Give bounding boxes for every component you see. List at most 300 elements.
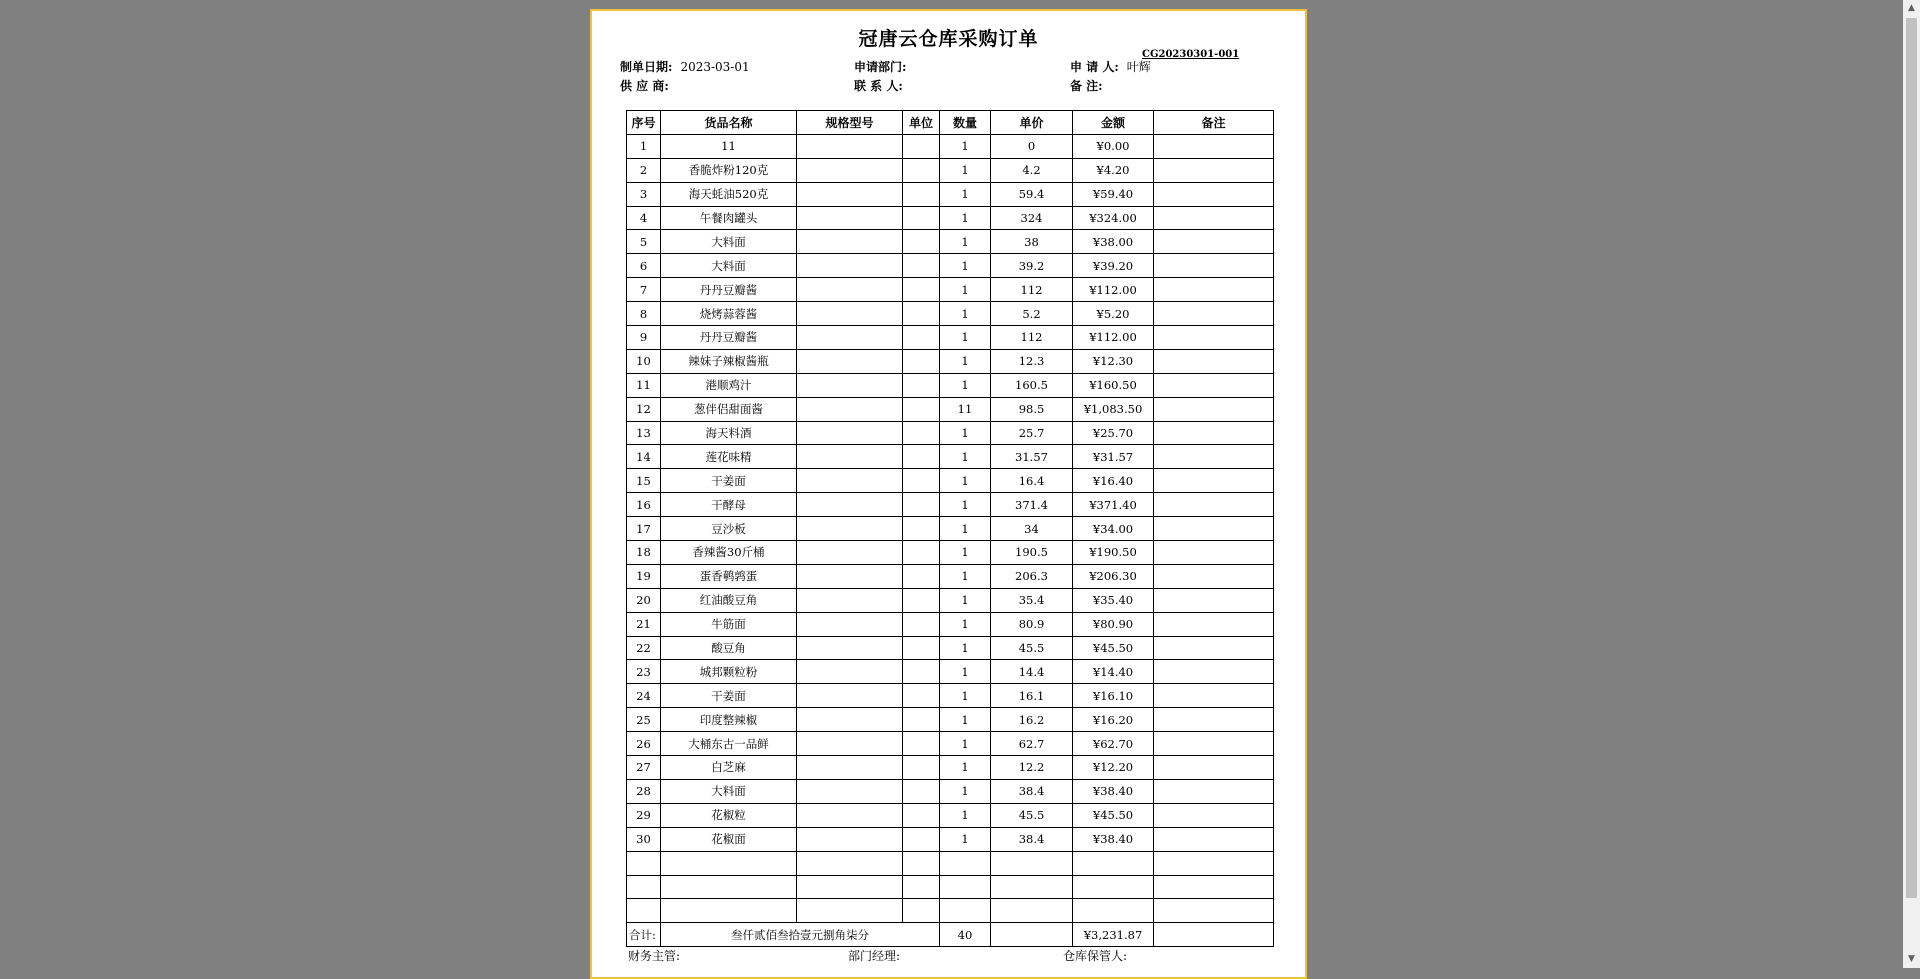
cell-name: 干酵母 (661, 493, 797, 517)
cell-name: 白芝麻 (661, 756, 797, 780)
column-header-qty: 数量 (940, 111, 991, 135)
cell-note (1154, 756, 1274, 780)
cell-amount: ¥160.50 (1073, 373, 1154, 397)
cell-name: 烧烤蒜蓉酱 (661, 302, 797, 326)
cell-unit (903, 803, 940, 827)
cell-note (1154, 708, 1274, 732)
cell-qty: 1 (940, 564, 991, 588)
cell-unit (903, 588, 940, 612)
cell-name: 大桶东古一品鲜 (661, 732, 797, 756)
blank-cell (991, 899, 1073, 923)
cell-qty: 1 (940, 588, 991, 612)
cell-note (1154, 373, 1274, 397)
cell-note (1154, 612, 1274, 636)
cell-unit (903, 636, 940, 660)
scrollbar-thumb[interactable] (1906, 18, 1917, 898)
cell-spec (797, 517, 903, 541)
cell-spec (797, 254, 903, 278)
cell-unit (903, 732, 940, 756)
blank-cell (627, 875, 661, 899)
cell-amount: ¥14.40 (1073, 660, 1154, 684)
cell-note (1154, 158, 1274, 182)
cell-price: 324 (991, 206, 1073, 230)
table-row (627, 636, 1274, 660)
cell-no: 23 (627, 660, 661, 684)
column-header-price: 单价 (991, 111, 1073, 135)
cell-spec (797, 326, 903, 350)
cell-price: 371.4 (991, 493, 1073, 517)
cell-qty: 1 (940, 756, 991, 780)
table-row (627, 684, 1274, 708)
cell-spec (797, 278, 903, 302)
cell-price: 12.2 (991, 756, 1073, 780)
supplier-label: 供 应 商: (620, 79, 669, 93)
cell-note (1154, 636, 1274, 660)
cell-no: 4 (627, 206, 661, 230)
cell-no: 18 (627, 541, 661, 565)
cell-no: 15 (627, 469, 661, 493)
cell-qty: 1 (940, 158, 991, 182)
table-row (627, 158, 1274, 182)
blank-row (627, 851, 1274, 875)
cell-spec (797, 230, 903, 254)
cell-no: 9 (627, 326, 661, 350)
cell-unit (903, 517, 940, 541)
cell-spec (797, 684, 903, 708)
blank-cell (661, 851, 797, 875)
cell-no: 5 (627, 230, 661, 254)
document-title: 冠唐云仓库采购订单 (858, 28, 1039, 50)
total-amount-in-words: 叁仟贰佰叁拾壹元捌角柒分 (661, 923, 940, 947)
cell-note (1154, 827, 1274, 851)
blank-cell (991, 875, 1073, 899)
cell-note (1154, 803, 1274, 827)
cell-note (1154, 541, 1274, 565)
cell-no: 1 (627, 134, 661, 158)
cell-no: 6 (627, 254, 661, 278)
department-label: 申请部门: (854, 60, 907, 74)
cell-qty: 1 (940, 612, 991, 636)
table-row (627, 182, 1274, 206)
cell-price: 190.5 (991, 541, 1073, 565)
cell-name: 丹丹豆瓣酱 (661, 278, 797, 302)
cell-qty: 1 (940, 326, 991, 350)
cell-unit (903, 541, 940, 565)
cell-spec (797, 636, 903, 660)
cell-no: 24 (627, 684, 661, 708)
cell-name: 莲花味精 (661, 445, 797, 469)
total-label: 合计: (627, 923, 661, 947)
cell-amount: ¥45.50 (1073, 636, 1154, 660)
applicant-value: 叶辉 (1126, 60, 1151, 74)
cell-note (1154, 421, 1274, 445)
cell-unit (903, 326, 940, 350)
date-value: 2023-03-01 (680, 60, 750, 74)
cell-amount: ¥34.00 (1073, 517, 1154, 541)
applicant-label: 申 请 人: (1070, 60, 1119, 74)
cell-note (1154, 493, 1274, 517)
cell-name: 午餐肉罐头 (661, 206, 797, 230)
cell-unit (903, 206, 940, 230)
cell-name: 花椒面 (661, 827, 797, 851)
cell-unit (903, 278, 940, 302)
total-qty: 40 (940, 923, 991, 947)
blank-cell (940, 851, 991, 875)
cell-price: 4.2 (991, 158, 1073, 182)
cell-price: 112 (991, 278, 1073, 302)
cell-note (1154, 564, 1274, 588)
cell-qty: 1 (940, 660, 991, 684)
cell-name: 印度整辣椒 (661, 708, 797, 732)
cell-no: 11 (627, 373, 661, 397)
cell-spec (797, 349, 903, 373)
cell-no: 3 (627, 182, 661, 206)
blank-cell (991, 851, 1073, 875)
cell-spec (797, 803, 903, 827)
cell-unit (903, 373, 940, 397)
cell-name: 大料面 (661, 254, 797, 278)
cell-spec (797, 732, 903, 756)
cell-unit (903, 302, 940, 326)
table-row (627, 421, 1274, 445)
cell-note (1154, 230, 1274, 254)
cell-unit (903, 182, 940, 206)
cell-name: 大料面 (661, 779, 797, 803)
cell-qty: 11 (940, 397, 991, 421)
cell-spec (797, 588, 903, 612)
cell-note (1154, 278, 1274, 302)
cell-amount: ¥31.57 (1073, 445, 1154, 469)
cell-amount: ¥16.20 (1073, 708, 1154, 732)
cell-unit (903, 421, 940, 445)
vertical-scrollbar[interactable] (1903, 0, 1920, 968)
blank-cell (627, 899, 661, 923)
cell-qty: 1 (940, 206, 991, 230)
table-row (627, 708, 1274, 732)
cell-name: 大料面 (661, 230, 797, 254)
cell-name: 酸豆角 (661, 636, 797, 660)
cell-unit (903, 827, 940, 851)
cell-price: 160.5 (991, 373, 1073, 397)
blank-cell (903, 875, 940, 899)
cell-amount: ¥38.00 (1073, 230, 1154, 254)
table-row (627, 206, 1274, 230)
cell-note (1154, 779, 1274, 803)
cell-no: 10 (627, 349, 661, 373)
blank-cell (1073, 875, 1154, 899)
cell-qty: 1 (940, 134, 991, 158)
table-row (627, 541, 1274, 565)
cell-amount: ¥12.30 (1073, 349, 1154, 373)
cell-note (1154, 254, 1274, 278)
cell-note (1154, 397, 1274, 421)
department-field (854, 58, 914, 75)
cell-name: 干姜面 (661, 469, 797, 493)
cell-name: 干姜面 (661, 684, 797, 708)
blank-cell (1154, 851, 1274, 875)
cell-price: 206.3 (991, 564, 1073, 588)
cell-no: 19 (627, 564, 661, 588)
blank-cell (627, 851, 661, 875)
cell-name: 蛋香鹌鹑蛋 (661, 564, 797, 588)
cell-spec (797, 493, 903, 517)
cell-note (1154, 326, 1274, 350)
cell-amount: ¥38.40 (1073, 827, 1154, 851)
cell-unit (903, 134, 940, 158)
column-header-spec: 规格型号 (797, 111, 903, 135)
blank-cell (903, 851, 940, 875)
cell-qty: 1 (940, 278, 991, 302)
blank-cell (661, 875, 797, 899)
cell-spec (797, 779, 903, 803)
cell-no: 13 (627, 421, 661, 445)
cell-unit (903, 493, 940, 517)
cell-qty: 1 (940, 541, 991, 565)
cell-amount: ¥371.40 (1073, 493, 1154, 517)
blank-cell (1073, 899, 1154, 923)
remark-label: 备 注: (1070, 79, 1103, 93)
cell-no: 20 (627, 588, 661, 612)
cell-price: 59.4 (991, 182, 1073, 206)
blank-cell (661, 899, 797, 923)
cell-price: 38.4 (991, 779, 1073, 803)
table-row (627, 397, 1274, 421)
cell-price: 5.2 (991, 302, 1073, 326)
cell-amount: ¥39.20 (1073, 254, 1154, 278)
table-row (627, 349, 1274, 373)
cell-spec (797, 660, 903, 684)
cell-no: 25 (627, 708, 661, 732)
cell-qty: 1 (940, 517, 991, 541)
cell-note (1154, 302, 1274, 326)
cell-name: 红油酸豆角 (661, 588, 797, 612)
table-row (627, 469, 1274, 493)
cell-price: 38 (991, 230, 1073, 254)
blank-cell (797, 851, 903, 875)
finance-signature: 财务主管: (628, 949, 681, 963)
cell-unit (903, 158, 940, 182)
cell-no: 17 (627, 517, 661, 541)
table-body (627, 134, 1274, 922)
blank-cell (797, 875, 903, 899)
total-row (627, 923, 1274, 947)
cell-price: 62.7 (991, 732, 1073, 756)
blank-cell (797, 899, 903, 923)
table-row (627, 254, 1274, 278)
scroll-down-icon[interactable]: ▼ (1908, 954, 1915, 964)
table-row (627, 445, 1274, 469)
cell-amount: ¥16.10 (1073, 684, 1154, 708)
cell-price: 31.57 (991, 445, 1073, 469)
cell-note (1154, 445, 1274, 469)
cell-amount: ¥59.40 (1073, 182, 1154, 206)
total-note-empty (1154, 923, 1274, 947)
cell-no: 7 (627, 278, 661, 302)
cell-spec (797, 541, 903, 565)
cell-price: 16.2 (991, 708, 1073, 732)
column-header-name: 货品名称 (661, 111, 797, 135)
cell-note (1154, 517, 1274, 541)
cell-note (1154, 206, 1274, 230)
cell-name: 海天蚝油520克 (661, 182, 797, 206)
date-label: 制单日期: (620, 60, 673, 74)
cell-qty: 1 (940, 469, 991, 493)
cell-qty: 1 (940, 373, 991, 397)
cell-note (1154, 732, 1274, 756)
cell-qty: 1 (940, 779, 991, 803)
cell-unit (903, 254, 940, 278)
table-row (627, 756, 1274, 780)
cell-unit (903, 708, 940, 732)
cell-unit (903, 756, 940, 780)
date-field (620, 58, 750, 75)
order-table (626, 110, 1274, 947)
blank-row (627, 875, 1274, 899)
cell-spec (797, 612, 903, 636)
total-price-empty (991, 923, 1073, 947)
cell-unit (903, 684, 940, 708)
cell-name: 牛筋面 (661, 612, 797, 636)
cell-price: 80.9 (991, 612, 1073, 636)
cell-price: 14.4 (991, 660, 1073, 684)
table-row (627, 278, 1274, 302)
cell-spec (797, 182, 903, 206)
purchase-order-page (590, 9, 1307, 979)
cell-no: 12 (627, 397, 661, 421)
cell-unit (903, 779, 940, 803)
cell-price: 38.4 (991, 827, 1073, 851)
cell-unit (903, 660, 940, 684)
cell-price: 0 (991, 134, 1073, 158)
cell-name: 豆沙板 (661, 517, 797, 541)
cell-qty: 1 (940, 708, 991, 732)
table-row (627, 517, 1274, 541)
blank-row (627, 899, 1274, 923)
cell-amount: ¥0.00 (1073, 134, 1154, 158)
cell-note (1154, 469, 1274, 493)
cell-name: 城邦颗粒粉 (661, 660, 797, 684)
scroll-up-icon[interactable]: ▲ (1908, 3, 1915, 13)
cell-no: 21 (627, 612, 661, 636)
cell-unit (903, 230, 940, 254)
contact-field (854, 77, 911, 94)
cell-amount: ¥1,083.50 (1073, 397, 1154, 421)
cell-spec (797, 421, 903, 445)
column-header-amount: 金额 (1073, 111, 1154, 135)
cell-name: 花椒粒 (661, 803, 797, 827)
cell-qty: 1 (940, 182, 991, 206)
cell-qty: 1 (940, 230, 991, 254)
table-row (627, 134, 1274, 158)
cell-note (1154, 349, 1274, 373)
cell-spec (797, 469, 903, 493)
cell-name: 11 (661, 134, 797, 158)
table-row (627, 564, 1274, 588)
column-header-unit: 单位 (903, 111, 940, 135)
blank-cell (903, 899, 940, 923)
blank-cell (940, 899, 991, 923)
blank-cell (1154, 899, 1274, 923)
cell-qty: 1 (940, 803, 991, 827)
table-row (627, 803, 1274, 827)
cell-amount: ¥112.00 (1073, 278, 1154, 302)
blank-cell (1073, 851, 1154, 875)
cell-amount: ¥16.40 (1073, 469, 1154, 493)
cell-spec (797, 302, 903, 326)
table-row (627, 302, 1274, 326)
cell-price: 34 (991, 517, 1073, 541)
cell-qty: 1 (940, 827, 991, 851)
cell-note (1154, 134, 1274, 158)
cell-name: 香脆炸粉120克 (661, 158, 797, 182)
table-row (627, 660, 1274, 684)
cell-amount: ¥206.30 (1073, 564, 1154, 588)
cell-price: 45.5 (991, 636, 1073, 660)
cell-amount: ¥62.70 (1073, 732, 1154, 756)
table-row (627, 612, 1274, 636)
cell-unit (903, 469, 940, 493)
cell-name: 丹丹豆瓣酱 (661, 326, 797, 350)
cell-qty: 1 (940, 302, 991, 326)
cell-amount: ¥45.50 (1073, 803, 1154, 827)
cell-no: 8 (627, 302, 661, 326)
cell-no: 27 (627, 756, 661, 780)
cell-no: 30 (627, 827, 661, 851)
cell-no: 14 (627, 445, 661, 469)
cell-unit (903, 397, 940, 421)
cell-spec (797, 373, 903, 397)
cell-price: 39.2 (991, 254, 1073, 278)
total-amount: ¥3,231.87 (1073, 923, 1154, 947)
cell-no: 29 (627, 803, 661, 827)
cell-note (1154, 588, 1274, 612)
cell-amount: ¥324.00 (1073, 206, 1154, 230)
cell-price: 16.4 (991, 469, 1073, 493)
table-header-row (627, 111, 1274, 135)
cell-name: 辣妹子辣椒酱瓶 (661, 349, 797, 373)
cell-no: 2 (627, 158, 661, 182)
cell-qty: 1 (940, 684, 991, 708)
cell-price: 45.5 (991, 803, 1073, 827)
cell-qty: 1 (940, 421, 991, 445)
cell-price: 25.7 (991, 421, 1073, 445)
table-row (627, 588, 1274, 612)
cell-qty: 1 (940, 254, 991, 278)
column-header-note: 备注 (1154, 111, 1274, 135)
cell-amount: ¥4.20 (1073, 158, 1154, 182)
cell-unit (903, 564, 940, 588)
cell-amount: ¥12.20 (1073, 756, 1154, 780)
cell-no: 26 (627, 732, 661, 756)
cell-qty: 1 (940, 493, 991, 517)
cell-note (1154, 660, 1274, 684)
cell-name: 港顺鸡汁 (661, 373, 797, 397)
cell-spec (797, 756, 903, 780)
table-row (627, 732, 1274, 756)
cell-amount: ¥25.70 (1073, 421, 1154, 445)
cell-note (1154, 684, 1274, 708)
remark-field (1070, 77, 1111, 94)
blank-cell (1154, 875, 1274, 899)
cell-price: 112 (991, 326, 1073, 350)
cell-note (1154, 182, 1274, 206)
cell-amount: ¥35.40 (1073, 588, 1154, 612)
cell-amount: ¥38.40 (1073, 779, 1154, 803)
cell-amount: ¥112.00 (1073, 326, 1154, 350)
cell-price: 12.3 (991, 349, 1073, 373)
cell-name: 海天料酒 (661, 421, 797, 445)
contact-label: 联 系 人: (854, 79, 903, 93)
